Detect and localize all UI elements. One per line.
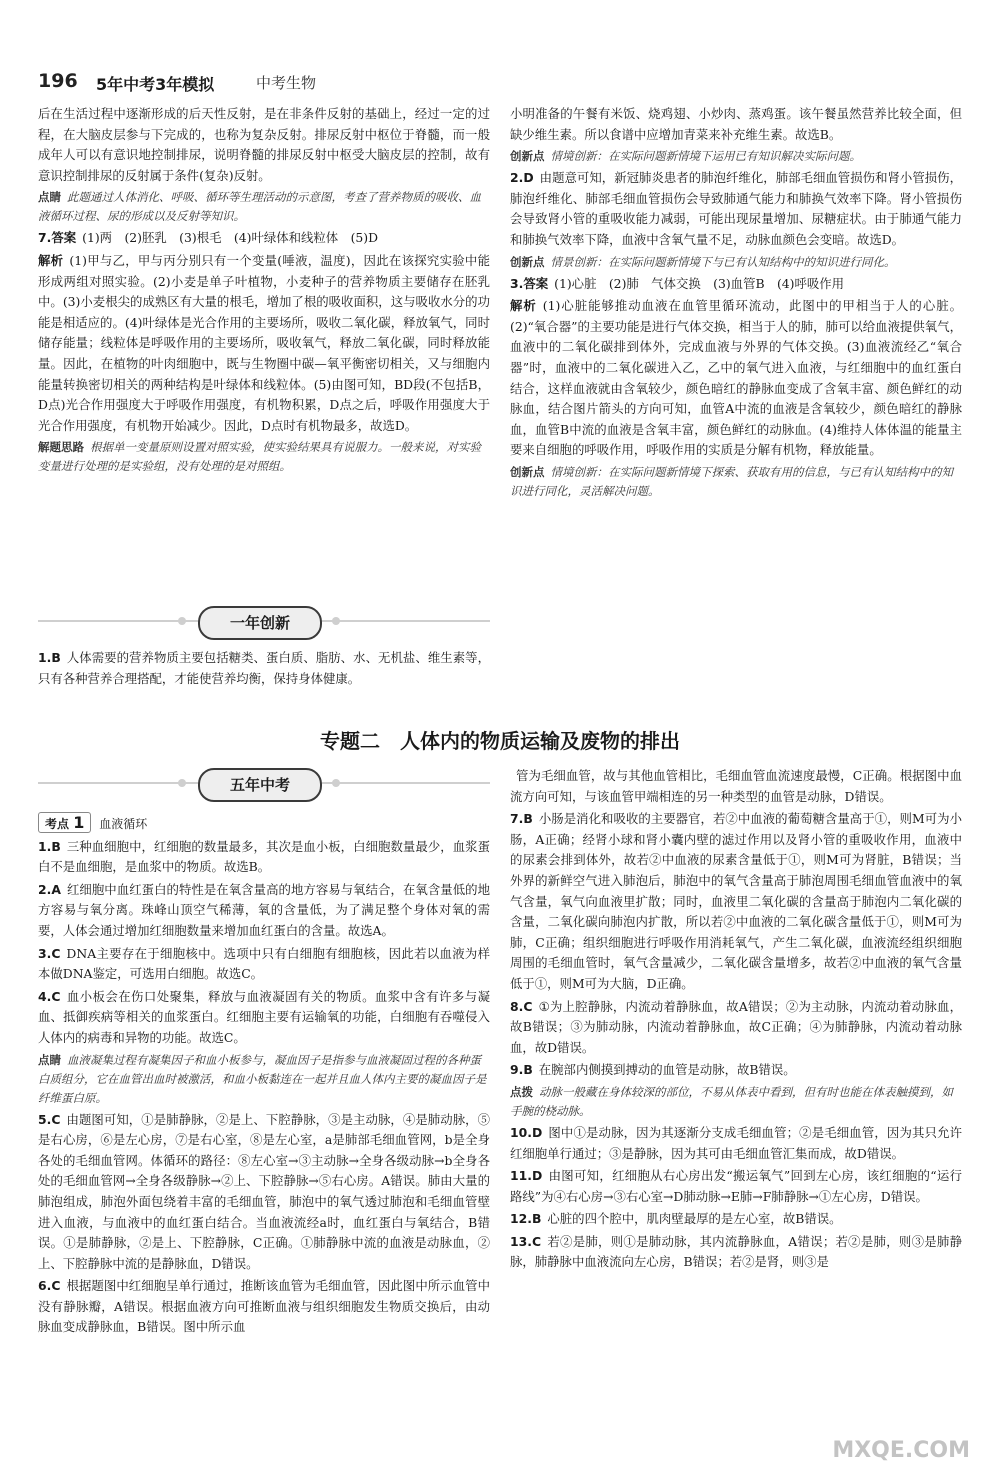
banner-wunian [38, 762, 490, 806]
page-number: 196 [38, 70, 78, 92]
note-item: 点拨 动脉一般藏在身体较深的部位，不易从体表中看到，但有时也能在体表触摸到，如手腕的桡动脉。 [510, 1084, 953, 1118]
innovation-point: 创新点 情境创新：在实际问题新情境下探索、获取有用的信息，与已有认知结构中的知识进行同化，灵活解决问题。 [510, 464, 953, 498]
book-subject: 中考生物 [256, 74, 317, 92]
answer-item: 9.B 在腕部内侧摸到搏动的血管是动脉，故B错误。 [510, 1062, 796, 1078]
answer-item: 2.A 红细胞中血红蛋白的特性是在氧含量高的地方容易与氧结合，在氧含量低的地方容易与氧分离。珠峰山顶空气稀薄，氧的含量低，为了满足整个身体对氧的需要，人体会通过增加红细胞数量来增加血红蛋白的含量。故选A。 [38, 881, 490, 938]
lower-left-column [38, 812, 490, 1340]
kaodian-label: 考点 1 血液循环 [38, 812, 490, 835]
answer-item: 11.D 由图可知，红细胞从右心房出发“搬运氧气”回到左心房，该红细胞的“运行路线”为④右心房→③右心室→D肺动脉→E肺→F肺静脉→①左心房，D错误。 [510, 1168, 962, 1204]
note-item: 点睛 血液凝集过程有凝集因子和血小板参与，凝血因子是指参与血液凝固过程的各种蛋白质组分，它在血管出血时被激活，和血小板黏连在一起并且血人体内主要的凝血因子是纤维蛋白原。 [38, 1052, 487, 1105]
q3-analysis: 解析 (1)心脏能够推动血液在血管里循环流动，此图中的甲相当于人的心脏。(2)“氧合器”的主要功能是进行气体交换，相当于人的肺，肺可以给血液提供氧气，血液中的二氧化碳排到体外，完成血液与外界的气体交换。(3)血液流经乙“氧合器”时，血液中的二氧化碳进入乙，乙中的氧气进入血液，与红细胞中的血红蛋白结合，这样血液就由含氧较少，颜色暗红的静脉血变成了含氧丰富、颜色鲜红的动脉血，结合图片箭头的方向可知，血管A中流的血液是含氧较少，颜色暗红的静脉血，血管B中流的血液是含氧丰富，颜色鲜红的动脉血。(4)维持人体体温的能量主要来自细胞的呼吸作用，呼吸作用的实质是分解有机物，释放能量。 [510, 298, 962, 458]
watermark: MXQE.COM [832, 1438, 970, 1463]
answer-item: 3.C DNA主要存在于细胞核中。选项中只有白细胞有细胞核，因此若以血液为样本做DNA鉴定，可选用白细胞。故选C。 [38, 945, 490, 982]
innov-q1: 1.B 人体需要的营养物质主要包括糖类、蛋白质、脂肪、水、无机盐、维生素等，只有各种营养合理搭配，才能使营养均衡，保持身体健康。 [38, 650, 490, 686]
q3-answer: 3.答案 (1)心脏 (2)肺 气体交换 (3)血管B (4)呼吸作用 [510, 275, 845, 291]
q7-answer: 7.答案 (1)两 (2)胚乳 (3)根毛 (4)叶绿体和线粒体 (5)D [38, 230, 379, 246]
banner-yinian [38, 600, 490, 644]
answer-item: 10.D 图中①是动脉，因为其逐渐分支成毛细血管；②是毛细血管，因为其只允许红细胞单行通过；③是静脉，因为其可由毛细血管汇集而成，故D错误。 [510, 1124, 962, 1161]
answer-item: 13.C 若②是肺，则①是肺动脉，其内流静脉血，A错误；若②是肺，则③是肺静脉，肺静脉中血液流向左心房，B错误；若②是肾，则③是 [510, 1233, 962, 1270]
answer-item: 管为毛细血管，故与其他血管相比，毛细血管血流速度最慢，C正确。根据图中血流方向可知，与该血管甲端相连的另一种类型的血管是动脉，D错误。 [510, 768, 962, 804]
book-title: 5年中考3年模拟 [96, 75, 215, 94]
section-title: 专题二 人体内的物质运输及废物的排出 [320, 729, 680, 753]
lower-right-column [510, 766, 962, 1275]
answer-item: 12.B 心脏的四个腔中，肌肉壁最厚的是左心室，故B错误。 [510, 1211, 842, 1227]
innovation-point: 创新点 情境创新：在实际问题新情境下运用已有知识解决实际问题。 [510, 149, 861, 164]
lower-left-items [38, 837, 490, 1338]
note-dianjing: 点睛 此题通过人体消化、呼吸、循环等生理活动的示意图，考查了营养物质的吸收、血液循环过程、尿的形成以及反射等知识。 [38, 190, 481, 224]
q2: 2.D 由题意可知，新冠肺炎患者的肺泡纤维化，肺部毛细血管损伤和肾小管损伤，肺泡纤维化、肺部毛细血管损伤会导致肺通气能力和肺换气效率下降。肾小管损伤会导致肾小管的重吸收能力减弱，可能出现尿量增加、尿糖症状。由于肺通气能力和肺换气效率下降，血液中含氧气量不足，动脉血颜色会变暗。故选D。 [510, 170, 962, 247]
upper-left-column [38, 104, 490, 478]
banner-label: 一年创新 [198, 606, 322, 640]
answer-item: 1.B 三种血细胞中，红细胞的数量最多，其次是血小板，白细胞数量最少，血浆蛋白不是血细胞，是血浆中的物质。故选B。 [38, 838, 490, 875]
q7-tip: 解题思路 根据单一变量原则设置对照实验，使实验结果具有说服力。一般来说，对实验变量进行处理的是实验组，没有处理的是对照组。 [38, 440, 481, 474]
answer-item: 8.C ①为上腔静脉，内流动着静脉血，故A错误；②为主动脉，内流动着动脉血，故B错误；③为肺动脉，内流动着静脉血，故C正确；④为肺静脉，内流动着动脉血，故D错误。 [510, 998, 962, 1055]
upper-right-column [510, 104, 962, 503]
paragraph: 后在生活过程中逐渐形成的后天性反射，是在非条件反射的基础上，经过一定的过程，在大脑皮层参与下完成的，也称为复杂反射。排尿反射中枢位于脊髓，而一般成年人可以有意识地控制排尿，说明脊髓的排尿反射中枢受大脑皮层的控制，故有意识控制排尿的反射属于条件(复杂)反射。 [38, 106, 490, 183]
paragraph: 小明准备的午餐有米饭、烧鸡翅、小炒肉、蒸鸡蛋。该午餐虽然营养比较全面，但缺少维生素。所以食谱中应增加青菜来补充维生素。故选B。 [510, 106, 962, 142]
innovation-point: 创新点 情景创新：在实际问题新情境下与已有认知结构中的知识进行同化。 [510, 254, 896, 269]
q7-analysis: 解析 (1)甲与乙，甲与丙分别只有一个变量(唾液，温度)，因此在该探究实验中能形成两组对照实验。(2)小麦是单子叶植物，小麦种子的营养物质主要储存在胚乳中。(3)小麦根尖的成熟区有大量的根毛，增加了根的吸收面积，这与吸收水分的功能是相适应的。(4)叶绿体是光合作用的主要场所，吸收二氧化碳，释放氧气，同时储存能量；线粒体是呼吸作用的主要场所，吸收氧气，释放二氧化碳，同时释放能量。因此，在植物的叶肉细胞中，既与生物圈中碳—氧平衡密切相关，又与细胞内能量转换密切相关的两种结构是叶绿体和线粒体。(5)由图可知，BD段(不包括B，D点)光合作用强度大于呼吸作用强度，有机物积累，D点之后，呼吸作用强度大于光合作用强度，有机物开始减少。因此，D点时有机物最多，故选D。 [38, 252, 490, 433]
lower-right-items [510, 766, 962, 1273]
banner-label: 五年中考 [198, 768, 322, 802]
innovation-column [38, 648, 490, 691]
answer-item: 6.C 根据题图中红细胞呈单行通过，推断该血管为毛细血管，因此图中所示血管中没有静脉瓣，A错误。根据血液方向可推断血液与组织细胞发生物质交换后，由动脉血变成静脉血，B错误。图中所示血 [38, 1278, 490, 1335]
answer-item: 4.C 血小板会在伤口处聚集，释放与血液凝固有关的物质。血浆中含有许多与凝血、抵御疾病等相关的血浆蛋白。红细胞主要有运输氧的功能，白细胞有吞噬侵入人体内的病毒和异物的功能。故选C。 [38, 988, 490, 1045]
answer-item: 5.C 由题图可知，①是肺静脉，②是上、下腔静脉，③是主动脉，④是肺动脉，⑤是右心房，⑥是左心房，⑦是右心室，⑧是左心室，a是肺部毛细血管网，b是全身各处的毛细血管网。体循环的路径：⑧左心室→③主动脉→全身各级动脉→b全身各处的毛细血管网→全身各级静脉→②上、下腔静脉→⑤右心房。A错误。肺由大量的肺泡组成，肺泡外面包绕着丰富的毛细血管，肺泡中的氧气透过肺泡和毛细血管壁进入血液，与血液中的血红蛋白结合。当血液流经a时，血红蛋白与氧结合，B错误。①是肺静脉，②是上、下腔静脉，C正确。①肺静脉中流的血液是动脉血，②上、下腔静脉中流的是静脉血，D错误。 [38, 1111, 490, 1271]
answer-item: 7.B 小肠是消化和吸收的主要器官，若②中血液的葡萄糖含量高于①，则M可为小肠，A正确；经肾小球和肾小囊内壁的滤过作用以及肾小管的重吸收作用，血液中的尿素会排到体外，故若②中血液的尿素含量低于①，则M可为肾脏，B错误；当外界的新鲜空气进入肺泡后，肺泡中的氧气含量高于肺泡周围毛细血管血液中的氧气含量，氧气向血液里扩散；同时，血液里二氧化碳的含量高于肺泡内二氧化碳的含量，二氧化碳向肺泡内扩散，所以若②中血液的二氧化碳含量低于①，则M可为肺，C正确；组织细胞进行呼吸作用消耗氧气，产生二氧化碳，血液流经组织细胞周围的毛细血管时，氧气含量减少，二氧化碳含量增多，故若②中血液的氧气含量低于①，则M可为大脑，D正确。 [510, 811, 962, 991]
page-header [38, 70, 968, 98]
